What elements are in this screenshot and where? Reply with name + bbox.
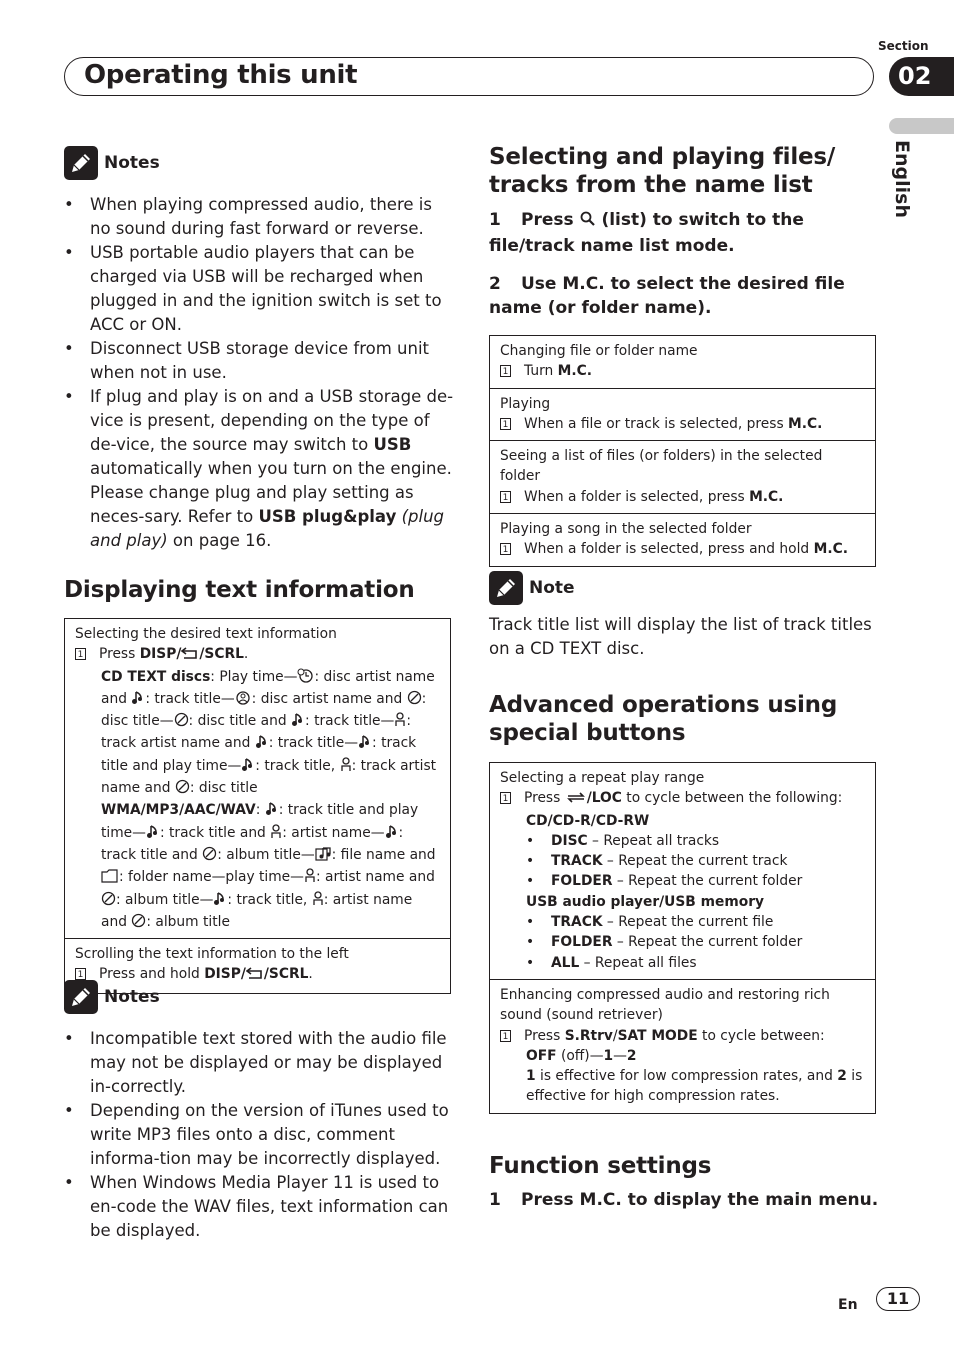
person-icon <box>270 824 282 845</box>
step-number: 1 <box>75 968 86 980</box>
section-number: 02 <box>889 57 954 96</box>
disc-icon <box>202 846 217 867</box>
table-row: Changing file or folder name 1 Turn M.C. <box>500 343 698 380</box>
section-heading-advanced: Advanced operations using special buttons <box>489 692 838 746</box>
step-1: 1 Press M.C. to display the main menu. <box>489 1190 879 1210</box>
search-icon <box>580 210 596 234</box>
note-heading: Note <box>489 571 879 605</box>
step-2: 2 Use M.C. to select the desired file name (or folder name). <box>489 274 845 318</box>
music-note-icon <box>291 712 305 733</box>
pencil-icon <box>64 146 98 180</box>
list-item: • Incompatible text stored with the audio file may not be displayed or may be displayed in-correctly. <box>64 1027 454 1099</box>
table-row: Enhancing compressed audio and restoring rich sound (sound retriever) 1 Press S.Rtrv/SAT MODE to cycle between: OFF (off)—1—2 1 is effective for low compression rates, and 2 is effective for high compression rates. <box>490 979 875 1113</box>
person-icon <box>394 712 406 733</box>
return-arrow-icon <box>181 646 199 666</box>
step-number: 1 <box>75 648 86 660</box>
disc-icon <box>131 913 146 934</box>
section-heading-display-text: Displaying text information <box>64 577 415 603</box>
section-heading-name-list: Selecting and playing files/ tracks from the name list <box>489 144 836 198</box>
section-heading-function: Function settings <box>489 1153 712 1179</box>
person-icon <box>312 891 324 912</box>
cd-text-modes: CD TEXT discs: Play time— : disc artist name and : track title— : disc artist name and : disc title— : disc title and : track title— : track artist name and : track title— : track title and play time— : track title, : track artist name and : disc title <box>75 667 440 801</box>
folder-icon <box>101 869 119 889</box>
list-item: • When Windows Media Player 11 is used to en-code the WAV files, text information can be displayed. <box>64 1171 454 1243</box>
notes-list <box>64 1027 454 1243</box>
disc-icon <box>175 779 190 800</box>
music-note-icon <box>213 891 227 912</box>
repeat-icon <box>565 790 587 810</box>
table-row: Playing a song in the selected folder 1 When a folder is selected, press and hold M.C. <box>490 513 875 566</box>
list-item: • When playing compressed audio, there is no sound during fast forward or reverse. <box>64 193 454 241</box>
step-number: 1 <box>500 418 511 430</box>
music-note-icon <box>385 824 399 845</box>
note-block <box>489 571 879 661</box>
list-item: • Depending on the version of iTunes used to write MP3 files onto a disc, comment informa-tion may be incorrectly displayed. <box>64 1099 454 1171</box>
music-file-icon <box>315 846 332 867</box>
name-list-table <box>489 335 876 567</box>
display-text-table <box>64 618 451 994</box>
clock-disc-icon <box>297 668 314 689</box>
table-row: Scrolling the text information to the left 1 Press and hold DISP/ /SCRL. <box>65 938 450 993</box>
notes-heading: Notes <box>64 146 454 180</box>
music-note-icon <box>265 801 279 822</box>
list-item: • If plug and play is on and a USB storage de-vice is present, depending on the type of de-vice, the source may switch to USB automatically when you turn on the engine. Please change plug and play setting as neces-sary. Refer to USB plug&play (plug and play) on page 16. <box>64 385 454 553</box>
person-icon <box>304 868 316 889</box>
table-row: Selecting the desired text information 1 Press DISP/ /SCRL. CD TEXT discs: Play time— : disc artist name and : track title— : disc artist name and : disc title— : disc title and : track title— : track artist name and : track title— : track title and play time— : track title, : track artist name and : disc title WMA/MP3/AAC/WAV: : track title and play time— : track title and : artist name— : track title and : album title— : file name and : folder name—play time— : artist name and : album title— : track title, : artist name and : album title <box>65 619 450 938</box>
person-icon <box>340 757 352 778</box>
pencil-icon <box>489 571 523 605</box>
notes-heading: Notes <box>64 980 454 1014</box>
advanced-table <box>489 762 876 1114</box>
music-note-icon <box>241 757 255 778</box>
list-item: • Disconnect USB storage device from unit when not in use. <box>64 337 454 385</box>
table-row: Selecting a repeat play range 1 Press /LOC to cycle between the following: CD/CD-R/CD-RW • DISC – Repeat all tracks • TRACK – Repeat the current track • FOLDER – Repeat the current folder USB audio player/USB memory • TRACK – Repeat the current file • FOLDER – Repeat the current folder • ALL – Repeat all files <box>500 770 843 971</box>
step-number: 1 <box>500 792 511 804</box>
notes-block-2 <box>64 980 454 1243</box>
step-number: 1 <box>500 491 511 503</box>
note-text: Track title list will display the list of track titles on a CD TEXT disc. <box>489 615 872 658</box>
music-note-icon <box>131 690 145 711</box>
step-number: 1 <box>500 365 511 377</box>
music-note-icon <box>358 734 372 755</box>
person-disc-icon <box>235 690 252 711</box>
language-label: English <box>891 140 913 218</box>
music-note-icon <box>146 824 160 845</box>
music-note-icon <box>255 734 269 755</box>
list-item: • USB portable audio players that can be charged via USB will be recharged when plugged in and the ignition switch is set to ACC or ON. <box>64 241 454 337</box>
step-number: 1 <box>500 543 511 555</box>
wma-modes: WMA/MP3/AAC/WAV: : track title and play time— : track title and : artist name— : track title and : album title— : file name and : folder name—play time— : artist name and : album title— : track title, : artist name and : album title <box>75 800 440 934</box>
disc-icon <box>101 891 116 912</box>
notes-block-1 <box>64 146 454 553</box>
notes-list <box>64 193 454 553</box>
disc-icon <box>407 690 422 711</box>
language-tab <box>889 118 954 134</box>
footer-language: En <box>838 1297 858 1313</box>
page-number: 11 <box>876 1287 920 1311</box>
disc-icon <box>174 712 189 733</box>
section-label: Section <box>878 39 929 53</box>
step-number: 1 <box>500 1030 511 1042</box>
pencil-icon <box>64 980 98 1014</box>
table-row: Seeing a list of files (or folders) in the selected folder 1 When a folder is selected, press M.C. <box>490 440 875 513</box>
page-title: Operating this unit <box>84 60 358 90</box>
table-row: Playing 1 When a file or track is selected, press M.C. <box>490 388 875 441</box>
step-1: 1 Press (list) to switch to the file/track name list mode. <box>489 210 804 256</box>
